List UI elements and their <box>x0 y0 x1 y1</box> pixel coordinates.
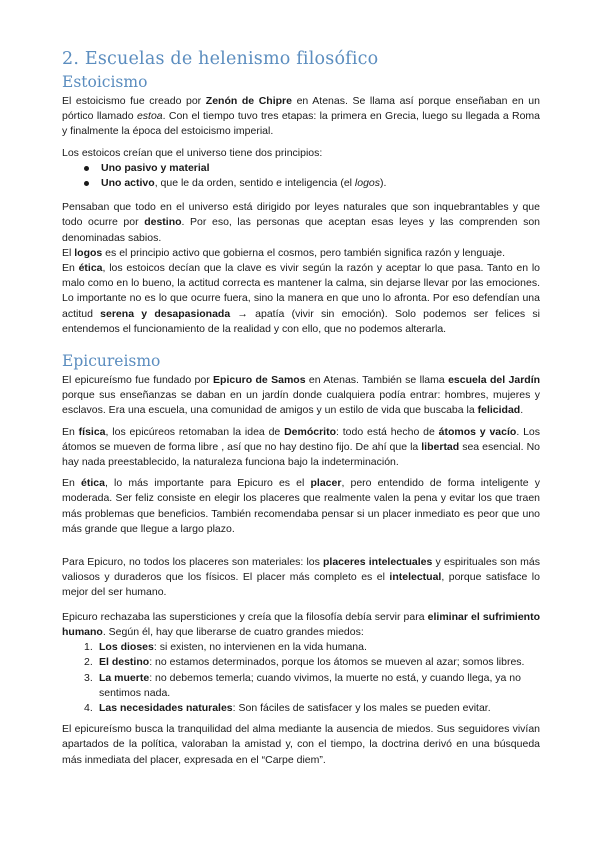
estoicismo-paragraph-5: En ética, los estoicos decían que la clave es vivir según la razón y aceptar lo que pasa. Tanto en lo malo como en lo bueno, la actitud correcta es mantener la calma, sin dejarse llevar por las emociones. Lo importante no es lo que ocurre fuera, sino la manera en que uno lo afronta. Por eso defendían una actitud serena y desapasionada → apatía (vivir sin emoción). Solo podemos ser felices si entendemos el funcionamiento de la realidad y con ello, que no podemos alterarla. <box>62 262 541 335</box>
document-content <box>62 48 540 768</box>
page-title: 2. Escuelas de helenismo filosófico <box>62 49 379 69</box>
estoicismo-paragraph-3: Pensaban que todo en el universo está dirigido por leyes naturales que son inquebrantables y que todo ocurre por destino. Por eso, las personas que aceptan esas leyes y las comprenden son denominadas sabios. <box>62 201 540 244</box>
section-heading-estoicismo: Estoicismo <box>62 73 148 91</box>
list-item: 2. El destino: no estamos determinados, porque los átomos se mueven al azar; somos libres. <box>84 656 525 669</box>
list-item: 3. La muerte: no debemos temerla; cuando vivimos, la muerte no está, y cuando llega, ya no sentimos nada. <box>84 671 521 699</box>
miedos-list <box>62 640 540 716</box>
epicureismo-paragraph-3: En ética, lo más importante para Epicuro es el placer, pero entendido de forma inteligente y moderada. Ser feliz consiste en elegir los placeres que realmente valen la pena y evitar los que traen más problemas que beneficios. También recomendaba pensar si un placer inmediato es peor que uno más grande que llegue a largo plazo. <box>62 477 540 535</box>
list-item: Uno activo, que le da orden, sentido e inteligencia (el logos). <box>84 176 540 191</box>
estoicismo-paragraph-1: El estoicismo fue creado por Zenón de Chipre en Atenas. Se llama así porque enseñaban en un pórtico llamado estoa. Con el tiempo tuvo tres etapas: la primera en Grecia, luego su llegada a Roma y finalmente la época del estoicismo imperial. <box>62 95 540 138</box>
epicureismo-paragraph-2: En física, los epicúreos retomaban la idea de Demócrito: todo está hecho de átomos y vacío. Los átomos se mueven de forma libre , así que no hay destino fijo. De ahí que la libertad sea esencial. No hay nada preestablecido, la naturaleza funciona bajo la indeterminación. <box>62 425 541 469</box>
estoicismo-paragraph-4: El logos es el principio activo que gobierna el cosmos, pero también significa razón y lenguaje. <box>62 246 505 259</box>
epicureismo-paragraph-4: Para Epicuro, no todos los placeres son materiales: los placeres intelectuales y espirituales son más valiosos y duraderos que los físicos. El placer más completo es el intelectual, porque satisface lo mejor del ser humano. <box>62 556 540 599</box>
estoicismo-paragraph-2: Los estoicos creían que el universo tiene dos principios: <box>62 146 323 159</box>
epicureismo-paragraph-5: Epicuro rechazaba las supersticiones y creía que la filosofía debía servir para eliminar el sufrimiento humano. Según él, hay que liberarse de cuatro grandes miedos: <box>62 610 541 638</box>
section-heading-epicureismo: Epicureismo <box>62 352 161 371</box>
principios-list <box>62 161 540 191</box>
list-item: 4. Las necesidades naturales: Son fáciles de satisfacer y los males se pueden evitar. <box>84 701 491 714</box>
epicureismo-paragraph-6: El epicureísmo busca la tranquilidad del alma mediante la ausencia de miedos. Sus seguidores vivían apartados de la política, valoraban la amistad y, con el tiempo, la doctrina derivó en una búsqueda más inmediata del placer, expresada en el “Carpe diem”. <box>62 723 540 766</box>
list-item: 1. Los dioses: si existen, no intervienen en la vida humana. <box>84 641 367 654</box>
epicureismo-paragraph-1: El epicureísmo fue fundado por Epicuro de Samos en Atenas. También se llama escuela del Jardín porque sus enseñanzas se daban en un jardín donde cualquiera podía entrar: hombres, mujeres y esclavos. Era una escuela, una comunidad de amigos y un estilo de vida que buscaba la felicidad. <box>62 374 541 417</box>
list-item: Uno pasivo y material <box>84 161 540 176</box>
